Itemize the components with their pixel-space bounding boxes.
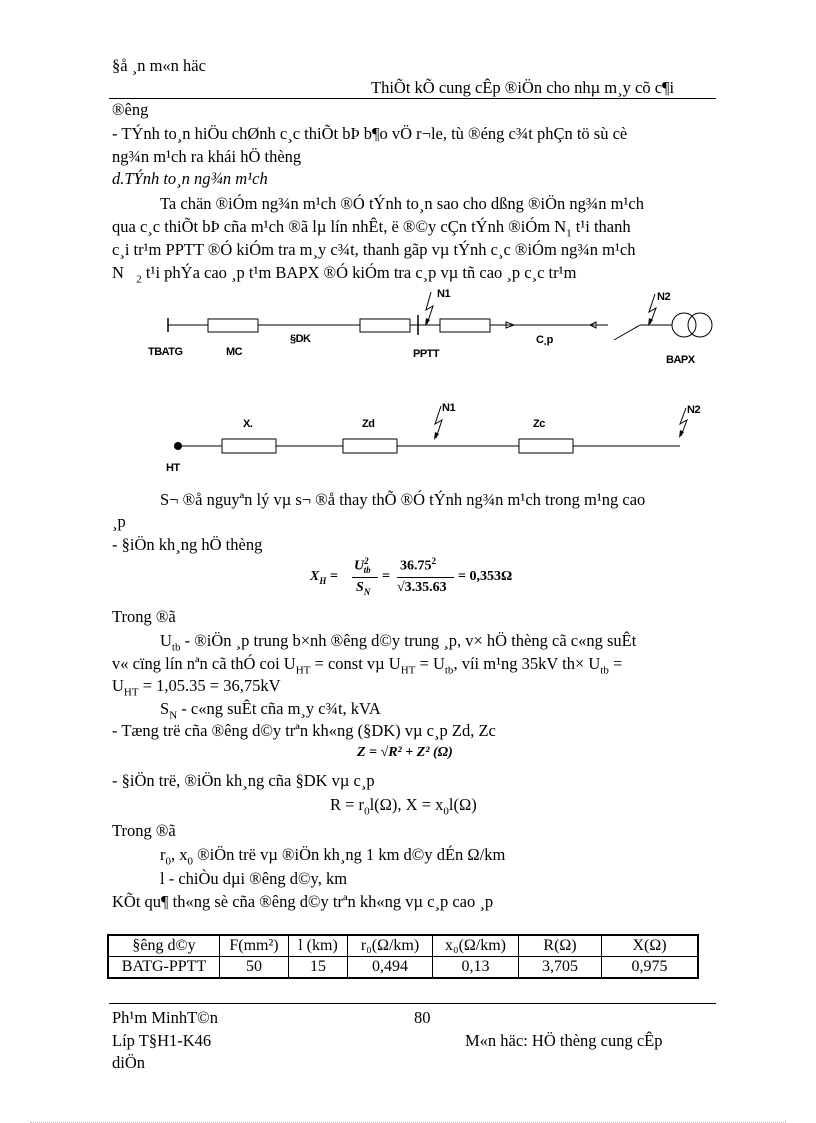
transformer-icon — [672, 313, 696, 337]
table-header-row — [108, 935, 698, 957]
footer-rule — [109, 1003, 716, 1004]
paragraph-line: v« cïng lín nªn cã thÓ coi $U_{HT}$ = const vµ $U_{HT} = U_{tb}$, víi m¹ng 35kV $th\times U_{tb}$ = — [112, 654, 623, 677]
text-line: - TÝnh to¸n hiÖu chØnh c¸c thiÕt bÞ b¶o vÖ r¬le, tù ®éng c¾t phÇn tö sù cè — [112, 124, 628, 143]
line-parameters-table — [107, 934, 699, 979]
paragraph-line: l - chiÒu dµi ®êng d©y, km — [160, 869, 348, 888]
footer-class: Líp T§H1-K46 — [112, 1031, 212, 1050]
footer-author: Ph¹m MinhT©n — [112, 1008, 218, 1027]
formula-result: = 0,353Ω — [458, 569, 513, 584]
label-pptt: PPTT — [413, 348, 440, 360]
header-left: §å ¸n m«n häc — [112, 56, 206, 75]
label-bapx: BAPX — [666, 354, 695, 366]
text-line: ®êng — [112, 100, 149, 119]
paragraph-line: $U_{tb}$ - ®iÖn ¸p trung b×nh ®êng d©y trung ¸p, v× hÖ thèng cã c«ng suÊt — [160, 631, 637, 654]
label-zd: Zd — [362, 418, 375, 430]
single-line-diagram — [150, 282, 720, 374]
formula-denominator-value: √3.35.63 — [397, 580, 447, 595]
table-header-cell: §êng d©y — [108, 935, 220, 957]
footer-subject-cont: diÖn — [112, 1053, 145, 1072]
label-tbatg: TBATG — [148, 346, 183, 358]
footer-subject: M«n häc: HÖ thèng cung cÊp — [465, 1031, 663, 1050]
formula-denominator: $S_N$ — [356, 580, 371, 597]
paragraph-line: $r_0$, $x_0$ ®iÖn trë vµ ®iÖn kh¸ng 1 km d©y dÉn Ω/km — [160, 845, 506, 868]
text-line: - §iÖn trë, ®iÖn kh¸ng cña §DK vµ c¸p — [112, 771, 375, 790]
formula-z: Z = √R² + Z² (Ω) — [357, 745, 453, 760]
formula-numerator: $U^2_{tb}$ — [354, 556, 371, 576]
paragraph-line: $S_N$ - c«ng suÊt cña m¸y c¾t, kVA — [160, 699, 381, 722]
zc-impedance — [519, 439, 573, 453]
sdk-block — [360, 319, 410, 332]
header-right: ThiÕt kÕ cung cÊp ®iÖn cho nhµ m¸y cõ c¶i — [371, 78, 675, 97]
paragraph-line: N $_2$ t¹i phÝa cao ¸p t¹m BAPX ®Ó kiÓm tra c¸p vµ tñ cao ¸p c¸c tr¹m — [112, 263, 577, 286]
formula-rx: $R = r_0l(\Omega)$, $X = x_0l(\Omega)$ — [330, 795, 477, 818]
text-line: KÕt qu¶ th«ng sè cña ®êng d©y trªn kh«ng vµ c¸p cao ¸p — [112, 892, 494, 911]
mc-breaker — [208, 319, 258, 332]
paragraph-line: $U_{HT} = 1,05.35 = 36,75kV$ — [112, 676, 281, 699]
paragraph-line: qua c¸c thiÕt bÞ cña m¹ch ®ã lµ lín nhÊt, ë ®©y cÇn tÝnh ®iÓm $N_1$ t¹i thanh — [112, 217, 631, 240]
table-cell: BATG-PPTT — [108, 957, 220, 979]
cable-block — [440, 319, 490, 332]
label-n2: N2 — [687, 404, 701, 416]
paragraph-line: Ta chän ®iÓm ng¾n m¹ch ®Ó tÝnh to¸n sao cho dßng ®iÖn ng¾n m¹ch — [160, 194, 644, 213]
label-sdk: §DK — [290, 333, 311, 345]
label-zc: Zc — [533, 418, 545, 430]
table-cell: 15 — [289, 957, 348, 979]
text-line: ng¾n m¹ch ra khái hÖ thèng — [112, 147, 302, 166]
table-cell: 0,13 — [433, 957, 519, 979]
label-n2: N2 — [657, 291, 671, 303]
table-cell: 0,494 — [348, 957, 433, 979]
table-cell: 0,975 — [602, 957, 699, 979]
page-number: 80 — [414, 1008, 431, 1027]
section-heading: d.TÝnh to¸n ng¾n m¹ch — [112, 169, 268, 188]
table-header-cell: X(Ω) — [602, 935, 699, 957]
text-line: Trong ®ã — [112, 821, 176, 840]
paragraph-line: S¬ ®å nguyªn lý vµ s¬ ®å thay thÕ ®Ó tÝnh ng¾n m¹ch trong m¹ng cao — [160, 490, 646, 509]
label-x: X. — [243, 418, 253, 430]
text-line: Trong ®ã — [112, 607, 176, 626]
label-mc: MC — [226, 346, 243, 358]
header-rule — [109, 98, 716, 99]
text-line: - §iÖn kh¸ng hÖ thèng — [112, 535, 263, 554]
formula-numerator-value: 36.75$^2$ — [400, 556, 436, 574]
label-ht: HT — [166, 462, 180, 474]
paragraph-line: ¸p — [112, 512, 126, 531]
table-cell: 3,705 — [519, 957, 602, 979]
label-cap: C¸p — [536, 334, 553, 346]
table-header-cell: F(mm²) — [220, 935, 289, 957]
zd-impedance — [343, 439, 397, 453]
paragraph-line: c¸i tr¹m PPTT ®Ó kiÓm tra m¸y c¾t, thanh gãp vµ tÝnh c¸c ®iÓm ng¾n m¹ch — [112, 240, 636, 259]
x-impedance — [222, 439, 276, 453]
table-header-cell: x₀(Ω/km) — [433, 935, 519, 957]
table-row — [108, 957, 698, 979]
text-line: - Tæng trë cña ®êng d©y trªn kh«ng (§DK) vµ c¸p Zd, Zc — [112, 721, 496, 740]
label-n1: N1 — [442, 402, 456, 414]
label-n1: N1 — [437, 288, 451, 300]
table-header-cell: l (km) — [289, 935, 348, 957]
formula-lhs: $X_H$ = — [310, 569, 338, 586]
table-header-cell: r₀(Ω/km) — [348, 935, 433, 957]
table-header-cell: R(Ω) — [519, 935, 602, 957]
table-cell: 50 — [220, 957, 289, 979]
